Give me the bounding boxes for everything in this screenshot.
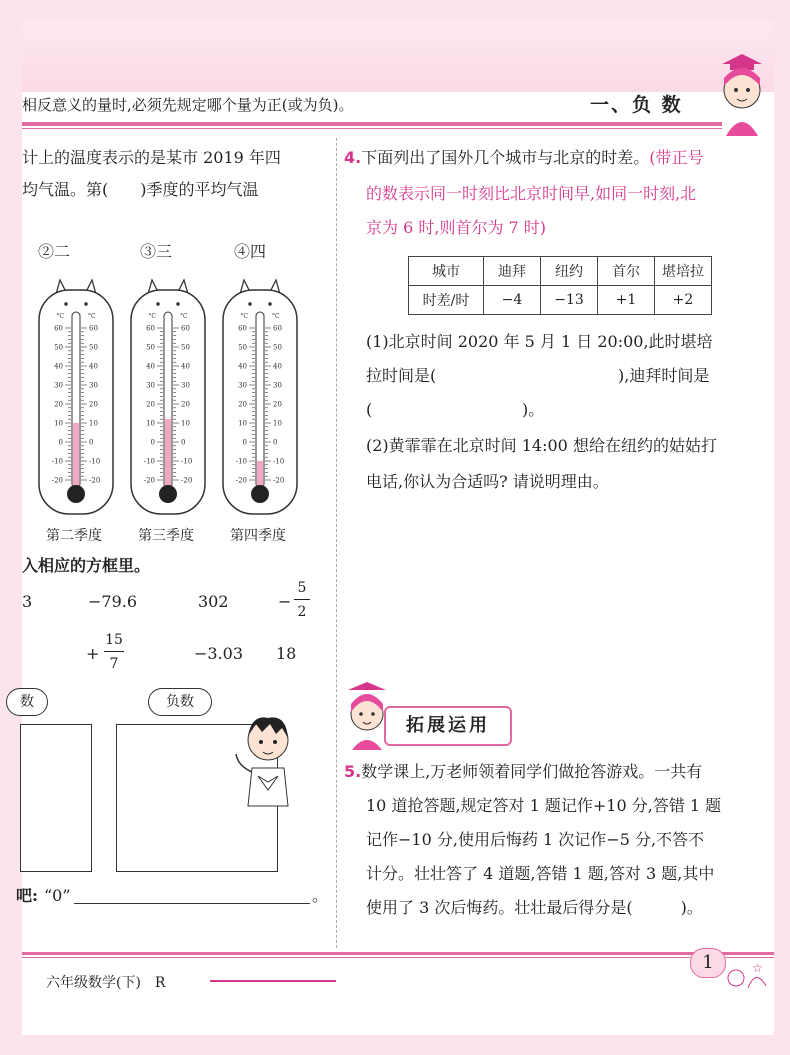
eye-icon (176, 302, 180, 306)
scale-label: 50 (89, 343, 98, 352)
scale-label: -10 (51, 457, 63, 466)
q4-part2-line1: (2)黄霏霏在北京时间 14:00 想给在纽约的姑姑打 (366, 436, 717, 455)
thermometer-q2 (36, 268, 116, 518)
footer-accent-bar (210, 980, 336, 982)
scale-label: 30 (146, 381, 155, 390)
scale-label: 0 (242, 438, 247, 447)
header-band (22, 20, 774, 92)
fraction-neg-5-2-numerator: 5 (297, 580, 307, 596)
scale-label: 40 (273, 362, 282, 371)
scale-label: 10 (89, 419, 98, 428)
q4-intro: 下面列出了国外几个城市与北京的时差。 (361, 148, 650, 167)
eye-icon (248, 302, 252, 306)
thermometer-bulb (251, 485, 269, 503)
unit-label: °C (240, 313, 248, 320)
fraction-neg-5-2-sign: − (278, 592, 292, 611)
scale-label: 0 (273, 438, 278, 447)
q5-line4: 计分。壮壮答了 4 道题,答错 1 题,答对 3 题,其中 (366, 864, 715, 883)
table-header-row (409, 257, 712, 286)
unit-label: °C (180, 313, 188, 320)
scale-label: 20 (273, 400, 282, 409)
table-header-cell: 首尔 (598, 257, 655, 286)
scale-label: -10 (89, 457, 101, 466)
caption-q4: 第四季度 (230, 528, 286, 544)
scale-label: 60 (181, 324, 190, 333)
eye-icon (64, 302, 68, 306)
unit-label: °C (272, 313, 280, 320)
footer-book-title: 六年级数学(下) R (46, 975, 166, 991)
scale-label: 30 (181, 381, 190, 390)
scale-label: 40 (89, 362, 98, 371)
option-4: ④四 (234, 242, 267, 261)
page-number: 1 (690, 948, 726, 978)
svg-text:☆: ☆ (752, 961, 763, 975)
negative-cloud-label: 负数 (148, 688, 212, 716)
scale-label: 30 (238, 381, 247, 390)
scale-label: -20 (89, 476, 101, 485)
fraction-bar (104, 651, 124, 652)
number-neg-3-03: −3.03 (194, 644, 244, 663)
scale-label: 0 (181, 438, 186, 447)
mercury-column (165, 419, 171, 494)
scale-label: 20 (181, 400, 190, 409)
thermometer-q3 (128, 268, 208, 518)
zero-text: “0” (44, 886, 71, 905)
fraction-15-7-sign: + (86, 644, 100, 663)
scale-label: -20 (181, 476, 193, 485)
column-divider (336, 138, 337, 948)
q4-part2-line2: 电话,你认为合适吗? 请说明理由。 (366, 472, 609, 491)
table-cell: +2 (655, 286, 712, 315)
mercury-column (73, 423, 79, 494)
scale-label: 50 (146, 343, 155, 352)
scale-label: -10 (273, 457, 285, 466)
positive-number-box[interactable] (20, 724, 92, 872)
scale-label: 10 (181, 419, 190, 428)
table-cell: +1 (598, 286, 655, 315)
fraction-neg-5-2-denominator: 2 (297, 604, 307, 620)
scale-label: -20 (235, 476, 247, 485)
scale-label: -10 (235, 457, 247, 466)
q4-line1 (344, 148, 703, 168)
number-18: 18 (276, 644, 297, 663)
mascot-girl-icon (712, 50, 772, 140)
scale-label: 50 (54, 343, 63, 352)
scale-label: 50 (238, 343, 247, 352)
scale-label: 0 (150, 438, 155, 447)
scale-label: 30 (273, 381, 282, 390)
q4-note2: 的数表示同一时刻比北京时间早,如同一时刻,北 (366, 184, 697, 203)
eye-icon (268, 302, 272, 306)
scale-label: 40 (146, 362, 155, 371)
table-cell: 时差/时 (409, 286, 484, 315)
q4-number: 4. (344, 148, 362, 167)
header-rule-thin (22, 128, 722, 129)
positive-cloud-label: 数 (6, 688, 48, 716)
scale-label: -20 (273, 476, 285, 485)
zero-answer-line[interactable] (74, 903, 310, 904)
scale-label: 20 (89, 400, 98, 409)
number-302: 302 (198, 592, 229, 611)
scale-label: -10 (181, 457, 193, 466)
q4-part1-line3b: )。 (522, 400, 545, 419)
scale-label: -10 (143, 457, 155, 466)
scale-label: 50 (181, 343, 190, 352)
q5-line2: 10 道抢答题,规定答对 1 题记作+10 分,答错 1 题 (366, 796, 722, 815)
footer-rule-thin (22, 957, 774, 958)
q4-part1-line2b: ),迪拜时间是 (618, 366, 710, 385)
scale-label: 40 (238, 362, 247, 371)
scale-label: 10 (273, 419, 282, 428)
number-3: 3 (22, 592, 33, 611)
scale-label: 10 (146, 419, 155, 428)
q4-part1-line1: (1)北京时间 2020 年 5 月 1 日 20:00,此时堪培 (366, 332, 713, 351)
scale-label: 40 (54, 362, 63, 371)
footer-rule (22, 952, 774, 955)
q3-line2: 均气温。第( )季度的平均气温 (22, 180, 259, 199)
scale-label: 60 (54, 324, 63, 333)
scale-label: 10 (54, 419, 63, 428)
fraction-15-7-denominator: 7 (109, 656, 119, 672)
scale-label: 60 (273, 324, 282, 333)
unit-label: °C (88, 313, 96, 320)
option-3: ③三 (140, 242, 173, 261)
number-neg-79-6: −79.6 (88, 592, 138, 611)
q3-line1: 计上的温度表示的是某市 2019 年四 (22, 148, 281, 167)
scale-label: 0 (58, 438, 63, 447)
q4-note1: (带正号 (649, 148, 704, 167)
scale-label: 50 (273, 343, 282, 352)
table-header-cell: 城市 (409, 257, 484, 286)
scale-label: 10 (238, 419, 247, 428)
table-header-cell: 迪拜 (484, 257, 541, 286)
scale-label: -20 (143, 476, 155, 485)
caption-q3: 第三季度 (138, 528, 194, 544)
table-cell: −4 (484, 286, 541, 315)
scale-label: 30 (89, 381, 98, 390)
scale-label: -20 (51, 476, 63, 485)
table-row (409, 286, 712, 315)
caption-q2: 第二季度 (46, 528, 102, 544)
thermometer-bulb (159, 485, 177, 503)
section-badge: 拓展运用 (384, 706, 512, 746)
q5-number: 5. (344, 762, 362, 781)
thermometer-q4 (220, 268, 300, 518)
eye-icon (84, 302, 88, 306)
scale-label: 20 (54, 400, 63, 409)
q4-part1-line2a: 拉时间是( (366, 366, 437, 385)
workbook-page (16, 20, 774, 1035)
boy-mascot-icon (228, 710, 308, 820)
q4-part1-line3a: ( (366, 400, 373, 419)
chapter-title: 一、负 数 (590, 94, 683, 116)
table-header-cell: 纽约 (541, 257, 598, 286)
fraction-15-7-numerator: 15 (105, 632, 123, 648)
time-difference-table (408, 256, 712, 315)
table-header-cell: 堪培拉 (655, 257, 712, 286)
q5-line1 (344, 762, 702, 782)
unit-label: °C (56, 313, 64, 320)
fraction-bar (294, 599, 310, 600)
thermometer-bulb (67, 485, 85, 503)
header-rule (22, 122, 722, 126)
footer-doodle-icon (722, 958, 770, 1002)
q4-note3: 京为 6 时,则首尔为 7 时) (366, 218, 547, 237)
zero-period: 。 (312, 886, 329, 905)
scale-label: 60 (89, 324, 98, 333)
option-2: ②二 (38, 242, 71, 261)
q5-line5: 使用了 3 次后悔药。壮壮最后得分是( )。 (366, 898, 703, 917)
scale-label: 0 (89, 438, 94, 447)
scale-label: 60 (146, 324, 155, 333)
zero-prefix: 吧: (16, 886, 38, 905)
q5-text1: 数学课上,万老师领着同学们做抢答游戏。一共有 (361, 762, 703, 781)
table-cell: −13 (541, 286, 598, 315)
scale-label: 20 (146, 400, 155, 409)
classify-instruction: 入相应的方框里。 (22, 556, 151, 575)
scale-label: 20 (238, 400, 247, 409)
scale-label: 60 (238, 324, 247, 333)
unit-label: °C (148, 313, 156, 320)
scale-label: 30 (54, 381, 63, 390)
q5-line3: 记作−10 分,使用后悔药 1 次记作−5 分,不答不 (366, 830, 705, 849)
eye-icon (156, 302, 160, 306)
scale-label: 40 (181, 362, 190, 371)
header-note: 相反意义的量时,必须先规定哪个量为正(或为负)。 (22, 96, 354, 114)
